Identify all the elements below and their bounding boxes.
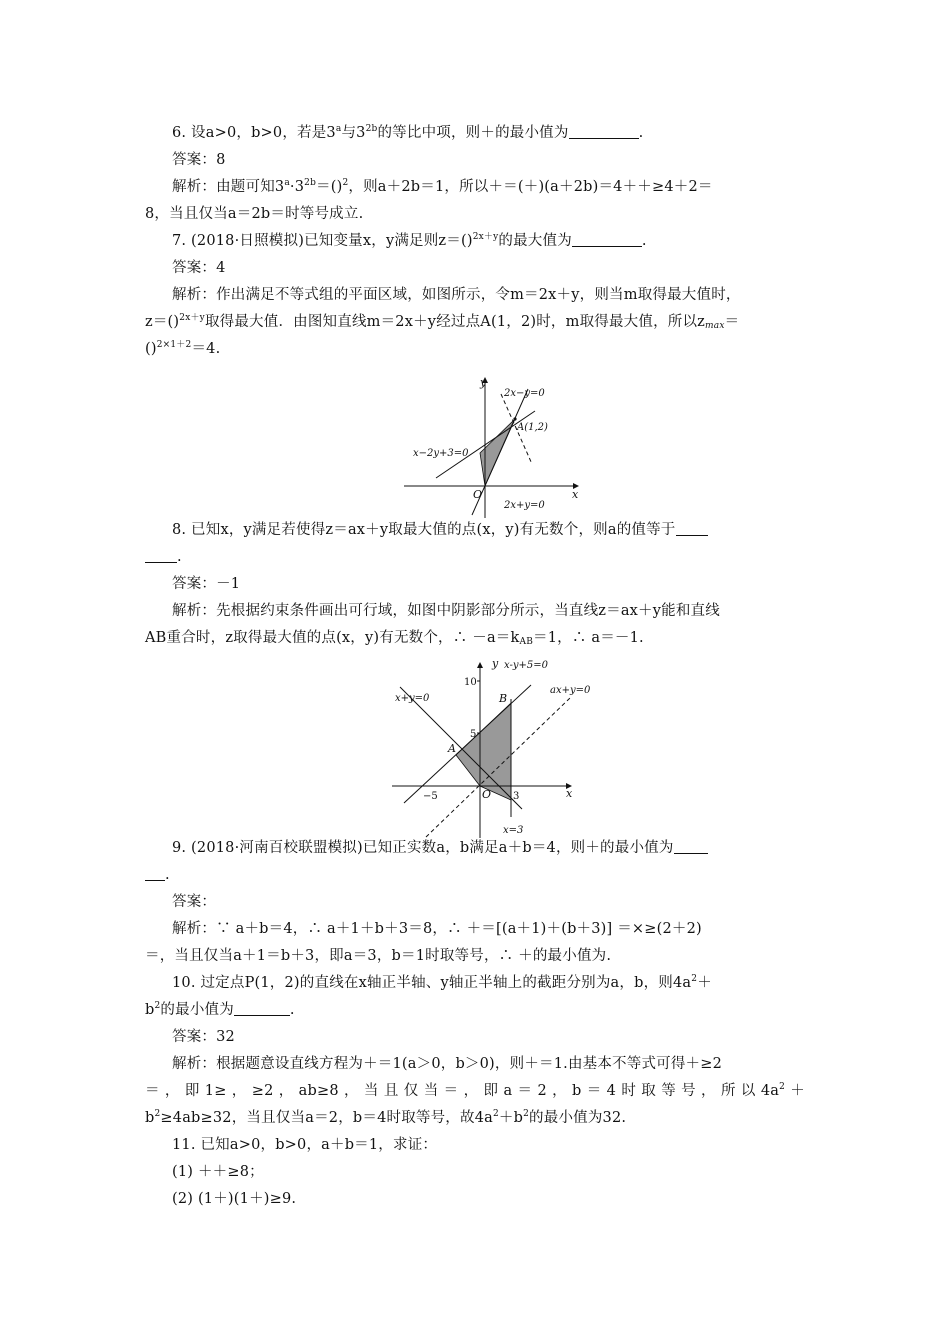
feasible-region-figure-1 bbox=[400, 372, 585, 520]
label-x-minus-2y: x−2y+3=0 bbox=[413, 448, 469, 459]
tick-label-5: 5 bbox=[470, 729, 477, 740]
q9-solution-line-1: 解析：∵ a＋b＝4，∴ a＋1＋b＋3＝8，∴ ＋＝[(a＋1)＋(b＋3)] ＝×≥(2＋2) bbox=[172, 921, 702, 937]
q8-question-text: 8. 已知x，y满足若使得z＝ax＋y取最大值的点(x，y)有无数个，则a的值等于 bbox=[172, 522, 676, 538]
y-axis-label: y bbox=[480, 376, 487, 389]
q10-sol-l2-text: ＝，即1≥，≥2，ab≥8，当且仅当＝，即a＝2，b＝4时取等号，所以4a bbox=[145, 1083, 780, 1099]
q7-sol-sup: 2x＋y bbox=[179, 313, 205, 323]
q10-question-b-sup: 2 bbox=[154, 1001, 161, 1011]
q10-question bbox=[172, 973, 805, 993]
label-ax-plus-y: ax+y=0 bbox=[550, 685, 591, 696]
q6-sol-text-a: 解析：由题可知3 bbox=[172, 179, 285, 195]
q9-question-text: 9. (2018·河南百校联盟模拟)已知正实数a，b满足a＋b＝4，则＋的最小值为 bbox=[172, 840, 674, 856]
q10-answer-blank bbox=[234, 1001, 290, 1016]
tick-label-neg5: −5 bbox=[423, 791, 438, 802]
q8-solution-line-2 bbox=[145, 628, 805, 648]
q10-question-text: 10. 过定点P(1，2)的直线在x轴正半轴、y轴正半轴上的截距分别为a，b，则4a bbox=[172, 975, 692, 991]
label-point-b: B bbox=[499, 692, 508, 705]
point-a-dot bbox=[513, 417, 516, 420]
q10-question-b: b bbox=[145, 1002, 155, 1018]
q8-answer-blank-1 bbox=[676, 521, 708, 536]
tick-label-10: 10 bbox=[464, 677, 477, 688]
q10-sol-l2-sup: 2 bbox=[779, 1082, 786, 1092]
q8-question bbox=[172, 520, 805, 540]
q6-solution-line-2: 8，当且仅当a＝2b＝时等号成立. bbox=[145, 206, 364, 222]
label-x-plus-y: x+y=0 bbox=[395, 693, 430, 704]
feasible-region-figure-2 bbox=[386, 657, 591, 840]
q10-sol-l3-sup2: 2 bbox=[492, 1109, 499, 1119]
q10-question-end: . bbox=[289, 1002, 295, 1018]
q6-sol-text-d: ，则a＋2b＝1，所以＋＝(＋)(a＋2b)＝4＋＋≥4＋2＝ bbox=[348, 179, 713, 195]
q6-sol-text-c: ＝() bbox=[316, 179, 343, 195]
q7-sol-text-c: ＝ bbox=[724, 314, 740, 330]
q8-answer: 答案：－1 bbox=[172, 576, 241, 592]
q6-answer: 答案：8 bbox=[172, 152, 226, 168]
label-point-a: A(1,2) bbox=[517, 422, 548, 433]
q10-sol-l3-text-c: ＋b bbox=[498, 1110, 524, 1126]
q10-solution-line-1: 解析：根据题意设直线方程为＋＝1(a＞0，b＞0)，则＋＝1.由基本不等式可得＋≥2 bbox=[172, 1056, 723, 1072]
q8-question-end: . bbox=[177, 549, 182, 565]
q7-sol-l3-text-a: () bbox=[145, 341, 157, 357]
q7-sol-l3-sup: 2×1＋2 bbox=[156, 340, 192, 350]
q9-solution-line-2: ＝，当且仅当a＋1＝b＋3，即a＝3，b＝1时取等号，∴ ＋的最小值为. bbox=[145, 948, 612, 964]
q8-sol-text-b: ＝1，∴ a＝－1. bbox=[533, 630, 644, 646]
q10-sol-l3-b: b bbox=[145, 1110, 155, 1126]
q11-part-1: (1) ＋＋≥8； bbox=[172, 1164, 264, 1180]
q6-sol-text-b: ·3 bbox=[289, 179, 305, 195]
q10-question-sup: 2 bbox=[691, 974, 698, 984]
label-2x-plus-y: 2x+y=0 bbox=[504, 500, 545, 511]
q7-question-end: . bbox=[641, 233, 647, 249]
q6-sol-sup-b: 2b bbox=[304, 178, 317, 188]
q9-question bbox=[172, 838, 805, 858]
q7-answer: 答案：4 bbox=[172, 260, 226, 276]
label-2x-minus-y: 2x−y=0 bbox=[504, 388, 545, 399]
q9-question-end: . bbox=[165, 867, 170, 883]
q6-solution-line-1 bbox=[172, 177, 805, 197]
q10-sol-l3-text-d: 的最小值为32. bbox=[529, 1110, 627, 1126]
q10-answer: 答案：32 bbox=[172, 1029, 235, 1045]
q8-solution-line-1: 解析：先根据约束条件画出可行域，如图中阴影部分所示，当直线z＝ax＋y能和直线 bbox=[172, 603, 720, 619]
x-axis-label: x bbox=[572, 488, 579, 501]
q10-question-line-2 bbox=[145, 1000, 805, 1020]
q10-sol-l3-sup1: 2 bbox=[154, 1109, 161, 1119]
tick-label-3: 3 bbox=[513, 791, 520, 802]
q10-sol-l3-sup3: 2 bbox=[523, 1109, 530, 1119]
q6-question-end: . bbox=[638, 125, 644, 141]
y-axis-label: y bbox=[492, 657, 499, 670]
origin-label: O bbox=[473, 488, 483, 501]
q6-answer-blank bbox=[569, 124, 639, 139]
q9-answer-blank-2 bbox=[145, 866, 165, 881]
q6-sup-2b: 2b bbox=[365, 124, 378, 134]
label-x-minus-y-plus-5: x-y+5=0 bbox=[504, 660, 548, 671]
q7-solution-line-1: 解析：作出满足不等式组的平面区域，如图所示，令m＝2x＋y，则当m取得最大值时， bbox=[172, 287, 741, 303]
q10-solution-line-3 bbox=[145, 1108, 805, 1128]
q10-question-plus: ＋ bbox=[697, 975, 712, 991]
q8-question-line-2 bbox=[145, 547, 805, 567]
q10-solution-line-2 bbox=[145, 1081, 805, 1101]
q8-answer-blank-2 bbox=[145, 548, 177, 563]
q11-question: 11. 已知a>0，b>0，a＋b＝1，求证： bbox=[172, 1137, 438, 1153]
q6-question-post: 的等比中项，则＋的最小值为 bbox=[377, 125, 569, 141]
q6-sol-sup-a: a bbox=[284, 178, 290, 188]
q10-sol-l2-plus: ＋ bbox=[785, 1083, 805, 1099]
q10-question-tail: 的最小值为 bbox=[160, 1002, 234, 1018]
x-axis-label: x bbox=[566, 787, 573, 800]
q9-question-line-2 bbox=[145, 865, 805, 885]
q9-answer: 答案： bbox=[172, 894, 217, 910]
q6-sup-a: a bbox=[335, 124, 342, 134]
q7-answer-blank bbox=[572, 232, 642, 247]
q7-sol-text-b: 取得最大值．由图知直线m＝2x＋y经过点A(1，2)时，m取得最大值，所以z bbox=[204, 314, 706, 330]
q7-solution-line-3 bbox=[145, 339, 805, 359]
q7-question-text: 7. (2018·日照模拟)已知变量x，y满足则z＝() bbox=[172, 233, 473, 249]
q10-sol-l3-text-b: ≥4ab≥32，当且仅当a＝2，b＝4时取等号，故4a bbox=[160, 1110, 493, 1126]
origin-label: O bbox=[482, 788, 492, 801]
q6-question-mid: 与3 bbox=[341, 125, 366, 141]
q7-question-sup: 2x＋y bbox=[472, 232, 499, 242]
q8-sol-text-a: AB重合时，z取得最大值的点(x，y)有无数个，∴ －a＝k bbox=[145, 630, 520, 646]
q8-sol-sub-ab: AB bbox=[519, 637, 534, 647]
q11-part-2: (2) (1＋)(1＋)≥9. bbox=[172, 1191, 297, 1207]
label-x-eq-3: x=3 bbox=[503, 825, 524, 836]
q6-question bbox=[172, 123, 805, 143]
q7-sol-l3-text-b: ＝4. bbox=[191, 341, 221, 357]
q7-sol-sub-max: max bbox=[705, 321, 725, 331]
q7-sol-text-a: z＝() bbox=[145, 314, 180, 330]
q7-question-post: 的最大值为 bbox=[498, 233, 572, 249]
q6-sol-sup-c: 2 bbox=[342, 178, 349, 188]
q7-solution-line-2 bbox=[145, 312, 805, 332]
q7-question bbox=[172, 231, 805, 251]
q9-answer-blank-1 bbox=[674, 839, 708, 854]
q6-question-text: 6. 设a>0，b>0，若是3 bbox=[172, 125, 336, 141]
label-point-a: A bbox=[448, 742, 456, 755]
